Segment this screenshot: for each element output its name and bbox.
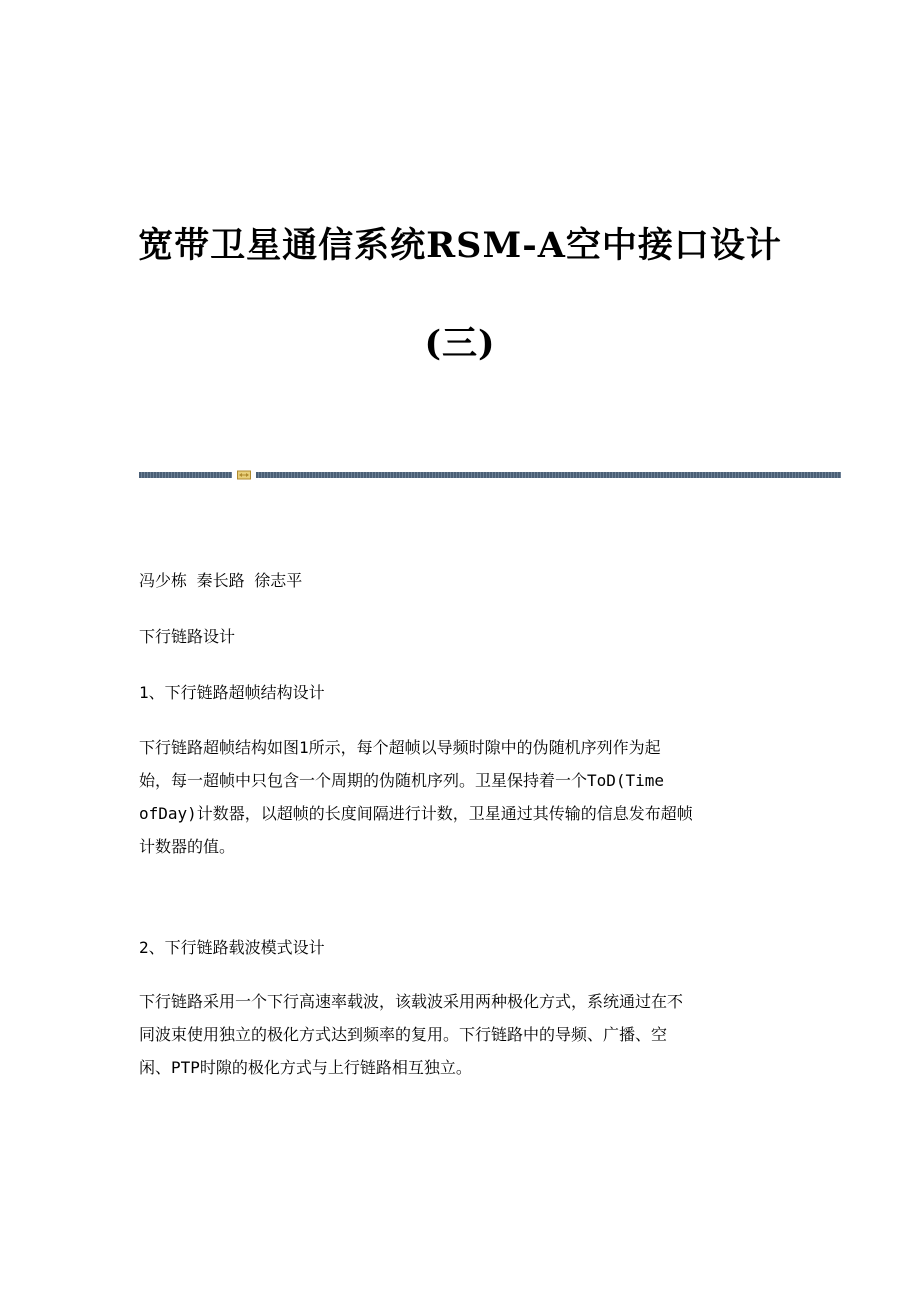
divider-ornament-icon — [237, 470, 251, 480]
body-line: 同波束使用独立的极化方式达到频率的复用。下行链路中的导频、广播、空 — [139, 1025, 668, 1044]
subsection-1-body — [139, 731, 779, 863]
divider-bar-right — [256, 472, 841, 478]
body-line: 下行链路超帧结构如图1所示，每个超帧以导频时隙中的伪随机序列作为起 — [139, 738, 661, 757]
body-line: 计数器的值。 — [139, 837, 236, 856]
subsection-1-heading: 1、下行链路超帧结构设计 — [139, 683, 325, 702]
document-title-line-1: 宽带卫星通信系统RSM-A空中接口设计 — [138, 225, 782, 266]
body-line: 下行链路采用一个下行高速率载波，该载波采用两种极化方式，系统通过在不 — [139, 992, 684, 1011]
section-heading: 下行链路设计 — [139, 627, 236, 646]
authors-line: 冯少栋 秦长路 徐志平 — [139, 571, 303, 590]
divider-bar-left — [139, 472, 232, 478]
subsection-2-heading: 2、下行链路载波模式设计 — [139, 938, 325, 957]
subsection-2-body — [139, 985, 779, 1084]
document-title-line-2: (三) — [424, 323, 496, 364]
body-line: ofDay)计数器，以超帧的长度间隔进行计数，卫星通过其传输的信息发布超帧 — [139, 804, 693, 823]
title-divider — [139, 470, 841, 480]
body-line: 闲、PTP时隙的极化方式与上行链路相互独立。 — [139, 1058, 472, 1077]
body-line: 始，每一超帧中只包含一个周期的伪随机序列。卫星保持着一个ToD(Time — [139, 771, 665, 790]
